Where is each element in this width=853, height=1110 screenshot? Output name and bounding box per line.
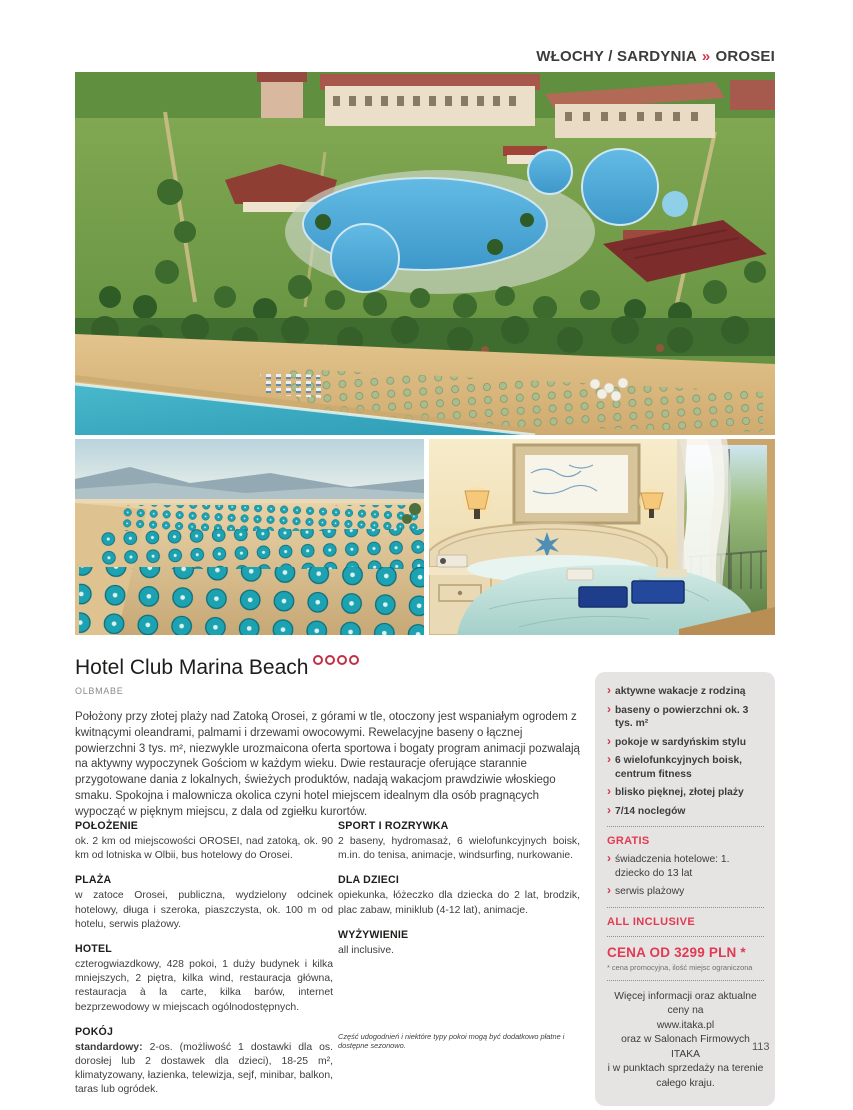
price-label: CENA OD 3299 PLN * <box>607 944 746 960</box>
star-icon <box>313 655 323 665</box>
aerial-resort-photo <box>75 72 775 435</box>
chevron-icon: › <box>607 784 611 798</box>
section-text: all inclusive. <box>338 944 395 956</box>
dotted-divider <box>607 907 764 908</box>
room-type-label: standardowy: <box>75 1041 143 1053</box>
highlight-item <box>607 754 764 781</box>
star-rating <box>313 652 361 670</box>
aerial-resort-illustration <box>75 72 775 435</box>
star-icon <box>349 655 359 665</box>
details-column-left <box>75 820 333 1098</box>
hotel-code: OLBMABE <box>75 686 124 696</box>
section-text: ok. 2 km od miejscowości OROSEI, nad zatoką, ok. 90 km od lotniska w Olbii, bus hotelowy do Orosei. <box>75 836 333 862</box>
chevron-icon: › <box>607 733 611 748</box>
beach-umbrellas-photo <box>75 439 424 635</box>
info-line: Więcej informacji oraz aktualne ceny na <box>614 990 757 1017</box>
gratis-list <box>607 853 764 899</box>
offer-sidebar <box>595 672 775 1106</box>
hotel-description: Położony przy złotej plaży nad Zatoką Orosei, z górami w tle, otoczony jest wspaniałym ogrodem z kwitnącymi oleandrami, palmami i drzewami owocowymi. Rewelacyjne baseny o łącznej powierzchni 3 tys. m², niezwykle urozmaicona oferta sportowa i bogaty program animacji pozwalają na aktywny wypoczynek Gościom w każdym wieku. Dwie restauracje oferujące starannie przygotowane dania z lokalnych, świeżych produktów, nadają wakacjom prawdziwie włoskiego smaku. Spokojna i malownicza okolica czyni hotel miejscem idealnym dla osób pragnących wypocząć w pięknym miejscu, z dala od zgiełku kurortów. <box>75 711 580 818</box>
section-heading: POŁOŻENIE <box>75 820 139 832</box>
gratis-item <box>607 853 764 880</box>
highlight-item <box>607 786 764 800</box>
chevron-icon: › <box>607 752 611 766</box>
gratis-text: świadczenia hotelowe: 1. dziecko do 13 lat <box>615 854 730 879</box>
dotted-divider <box>607 826 764 827</box>
section-polozenie <box>75 820 333 863</box>
section-heading: PLAŻA <box>75 874 112 887</box>
highlight-item <box>607 685 764 699</box>
section-hotel <box>75 943 333 1015</box>
breadcrumb <box>536 48 775 65</box>
highlight-text: blisko pięknej, złotej plaży <box>615 787 744 798</box>
highlight-item <box>607 802 764 819</box>
section-heading: HOTEL <box>75 943 112 956</box>
highlight-text: aktywne wakacje z rodziną <box>615 686 746 697</box>
info-line: całego kraju. <box>656 1078 715 1090</box>
highlight-item <box>607 701 764 731</box>
disclaimer-text: Część udogodnień i niektóre typy pokoi mogą być dodatkowo płatne i dostępne sezonowo. <box>338 1032 565 1050</box>
star-icon <box>325 655 335 665</box>
highlight-item <box>607 733 764 750</box>
highlight-text: 7/14 noclegów <box>615 805 686 817</box>
double-chevron-icon: » <box>701 48 711 65</box>
section-text: czterogwiazdkowy, 428 pokoi, 1 duży budynek i kilka mniejszych, 2 piętra, kilka wind, restauracja główna, restauracja à la carte, kilka barów, internet bezprzewodowy w miejscach ogólnodostępnych. <box>75 959 333 1013</box>
page-number: 113 <box>752 1041 770 1053</box>
hotel-title-block <box>75 652 361 696</box>
chevron-icon: › <box>607 683 611 697</box>
section-text: 2 baseny, hydromasaż, 6 wielofunkcyjnych boisk, m.in. do tenisa, animacje, windsurfing, nurkowanie. <box>338 836 580 862</box>
dotted-divider <box>607 936 764 937</box>
highlight-text: pokoje w sardyńskim stylu <box>615 736 747 748</box>
price-note: * cena promocyjna, ilość miejsc ograniczona <box>607 962 753 972</box>
highlight-text: baseny o powierzchni ok. 3 tys. m² <box>615 704 749 729</box>
info-line-website: www.itaka.pl <box>656 1019 715 1031</box>
breadcrumb-destination: OROSEI <box>715 48 775 65</box>
breadcrumb-region: WŁOCHY / SARDYNIA <box>536 48 697 65</box>
highlight-text: 6 wielofunkcyjnych boisk, centrum fitness <box>615 755 743 780</box>
section-wyzywienie <box>338 929 580 958</box>
section-heading: DLA DZIECI <box>338 874 400 887</box>
section-text <box>75 1041 333 1098</box>
chevron-icon: › <box>607 802 611 817</box>
section-heading: SPORT I ROZRYWKA <box>338 820 449 832</box>
hotel-name: Hotel Club Marina Beach <box>75 656 309 679</box>
dotted-divider <box>607 980 764 981</box>
section-heading: POKÓJ <box>75 1025 114 1038</box>
highlights-list <box>607 685 764 818</box>
section-pokoj <box>75 1026 333 1098</box>
details-column-middle <box>338 820 580 958</box>
section-text: opiekunka, łóżeczko dla dziecka do 2 lat, brodzik, plac zabaw, miniklub (4-12 lat), animacje. <box>338 890 580 916</box>
section-dzieci <box>338 874 580 917</box>
gratis-item <box>607 885 764 899</box>
section-text: w zatoce Orosei, publiczna, wydzielony odcinek hotelowy, długa i szeroka, piaszczysta, ok. 100 m od hotelu, serwis plażowy. <box>75 890 333 930</box>
chevron-icon: › <box>607 701 611 716</box>
more-info-text <box>607 990 764 1092</box>
all-inclusive-label: ALL INCLUSIVE <box>607 915 696 928</box>
beach-umbrellas-illustration <box>75 439 424 635</box>
gratis-heading: GRATIS <box>607 835 650 847</box>
gratis-text: serwis plażowy <box>615 886 685 897</box>
hotel-room-photo <box>429 439 775 635</box>
chevron-icon: › <box>607 883 611 897</box>
room-type-text: 2-os. (możliwość 1 dostawki dla os. dorosłej lub 2 dostawek dla dzieci), 18-25 m², klimatyzowany, łazienka, telewizja, sejf, minibar, balkon, taras lub ogródek. <box>75 1041 333 1096</box>
section-plaza <box>75 874 333 932</box>
section-heading: WYŻYWIENIE <box>338 928 409 941</box>
section-sport <box>338 820 580 863</box>
info-line: oraz w Salonach Firmowych ITAKA <box>621 1034 750 1060</box>
info-line: i w punktach sprzedaży na terenie <box>607 1063 764 1075</box>
star-icon <box>337 655 347 665</box>
chevron-icon: › <box>607 851 611 865</box>
hotel-room-illustration <box>429 439 775 635</box>
